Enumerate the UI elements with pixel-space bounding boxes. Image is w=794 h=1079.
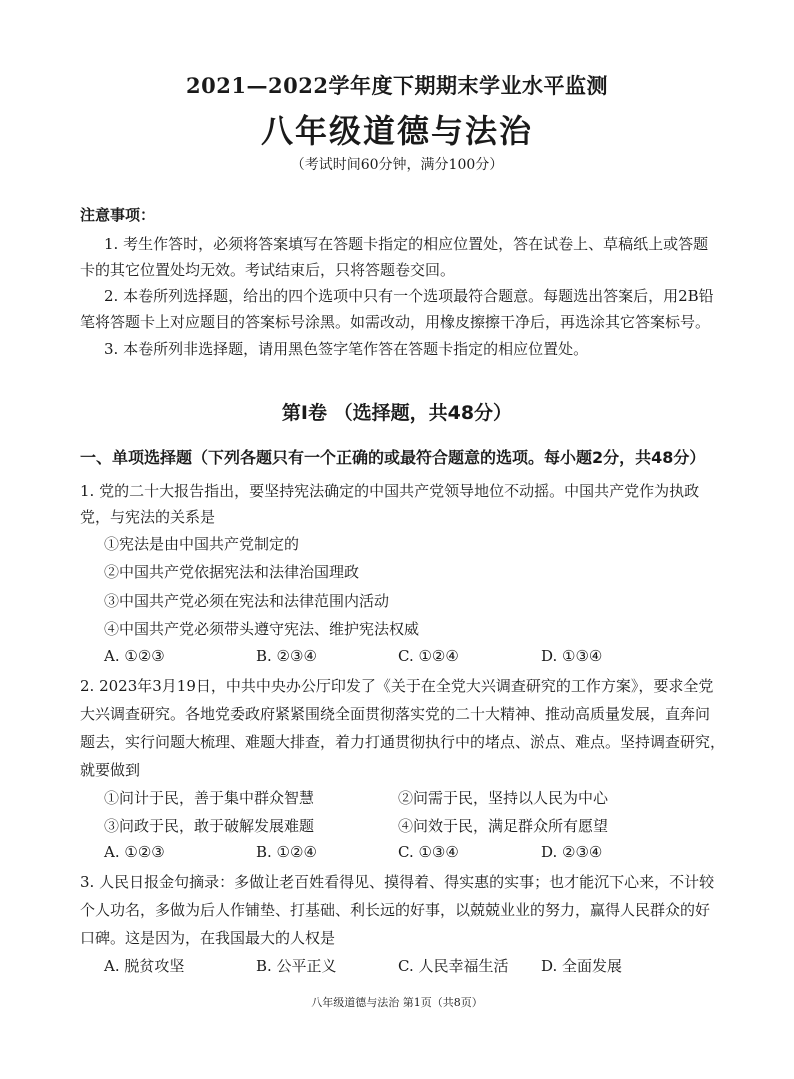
q3-option-a: A. 脱贫攻坚	[104, 957, 185, 975]
q1-option-a: A. ①②③	[104, 647, 165, 665]
subject-title: 八年级道德与法治	[260, 112, 533, 150]
notice-item-2-line-2: 笔将答题卡上对应题目的答案标号涂黑。如需改动，用橡皮擦擦干净后，再选涂其它答案标号。	[80, 313, 711, 331]
exam-time-note: （考试时间60分钟，满分100分）	[290, 157, 504, 173]
q1-stem-line-1: 1. 党的二十大报告指出，要坚持宪法确定的中国共产党领导地位不动摇。中国共产党作为执政	[80, 482, 700, 500]
q1-option-c: C. ①②④	[398, 647, 459, 665]
q3-stem-line-1: 3. 人民日报金句摘录：多做让老百姓看得见、摸得着、得实惠的实事；也才能沉下心来，不计较	[80, 873, 715, 891]
q3-stem-line-2: 个人功名，多做为后人作铺垫、打基础、利长远的好事，以兢兢业业的努力，赢得人民群众的好	[80, 901, 711, 919]
q2-option-a: A. ①②③	[104, 843, 165, 861]
q2-option-d: D. ②③④	[541, 843, 603, 861]
section-title: 第Ⅰ卷 （选择题，共48分）	[281, 402, 513, 424]
q1-option-b: B. ②③④	[256, 647, 317, 665]
q2-stem-line-2: 大兴调查研究。各地党委政府紧紧围绕全面贯彻落实党的二十大精神、推动高质量发展，直奔问	[80, 705, 711, 723]
q1-stem-line-2: 党，与宪法的关系是	[80, 508, 216, 526]
q3-option-d: D. 全面发展	[541, 957, 623, 975]
q1-option-d: D. ①③④	[541, 647, 603, 665]
q1-statement-3: ③中国共产党必须在宪法和法律范围内活动	[104, 592, 390, 610]
q2-option-b: B. ①②④	[256, 843, 317, 861]
page-footer: 八年级道德与法治 第1页（共8页）	[311, 996, 483, 1009]
notice-item-2-line-1: 2. 本卷所列选择题，给出的四个选项中只有一个选项最符合题意。每题选出答案后，用2B铅	[104, 287, 714, 305]
notice-heading: 注意事项：	[80, 206, 156, 224]
q2-statement-2: ②问需于民，坚持以人民为中心	[398, 789, 609, 807]
notice-item-1-line-2: 卡的其它位置处均无效。考试结束后，只将答题卷交回。	[80, 261, 456, 279]
q3-option-c: C. 人民幸福生活	[398, 957, 509, 975]
q3-stem-line-3: 口碑。这是因为，在我国最大的人权是	[80, 929, 336, 947]
q1-statement-4: ④中国共产党必须带头遵守宪法、维护宪法权威	[104, 620, 420, 638]
part-one-title: 一、单项选择题（下列各题只有一个正确的或最符合题意的选项。每小题2分，共48分）	[80, 448, 706, 467]
exam-period-title: 2021—2022学年度下期期末学业水平监测	[186, 73, 608, 98]
notice-item-1-line-1: 1. 考生作答时，必须将答案填写在答题卡指定的相应位置处，答在试卷上、草稿纸上或答题	[104, 235, 709, 253]
q2-stem-line-1: 2. 2023年3月19日，中共中央办公厅印发了《关于在全党大兴调查研究的工作方案》，要求全党	[80, 677, 714, 695]
q2-statement-4: ④问效于民，满足群众所有愿望	[398, 817, 609, 835]
notice-item-3-line-1: 3. 本卷所列非选择题，请用黑色签字笔作答在答题卡指定的相应位置处。	[104, 340, 589, 358]
q2-stem-line-4: 就要做到	[80, 761, 141, 779]
q1-statement-1: ①宪法是由中国共产党制定的	[104, 535, 300, 553]
q3-option-b: B. 公平正义	[256, 957, 337, 975]
q2-statement-1: ①问计于民，善于集中群众智慧	[104, 789, 315, 807]
q1-statement-2: ②中国共产党依据宪法和法律治国理政	[104, 563, 360, 581]
q2-option-c: C. ①③④	[398, 843, 459, 861]
q2-statement-3: ③问政于民，敢于破解发展难题	[104, 817, 315, 835]
q2-stem-line-3: 题去，实行问题大梳理、难题大排查，着力打通贯彻执行中的堵点、淤点、难点。坚持调查研究，	[80, 733, 726, 751]
